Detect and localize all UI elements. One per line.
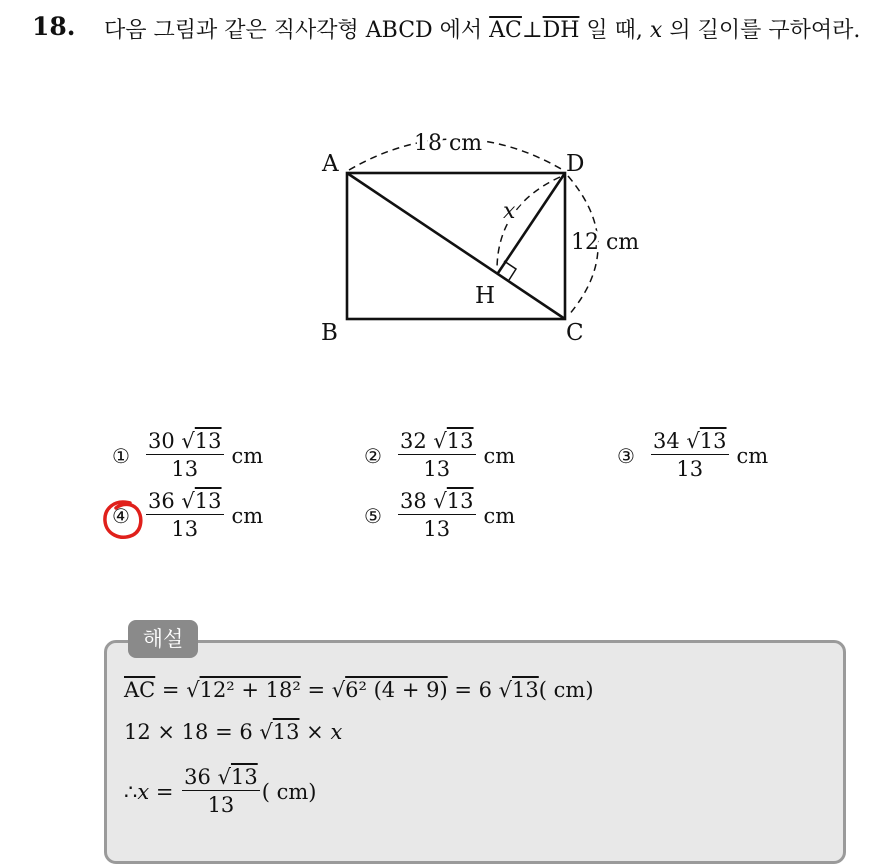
right-angle-mark [504,261,516,280]
label-a: A [322,151,339,177]
choice-3-mark: ③ [617,443,635,468]
solution-line-2: 12 × 18 = 6 √13 × x [124,720,343,744]
segment-dh: $\overline{DH}$ [542,18,580,43]
variable-x: x [649,18,663,43]
width-label: 18 cm [414,131,483,156]
question-number: 18. [32,12,76,41]
diagonal-ac [347,173,565,319]
solution-box [104,640,846,864]
choice-2-mark: ② [364,443,382,468]
perp-symbol: ⊥ [521,18,543,43]
solution-line-1: $\overline{AC} = √12^2 + 18^2 = √6^2$ (4 + 9) = 6 √13( cm) [124,678,594,702]
solution-line-3: ∴ x = $\frac{36 √13}{13}$ ( cm) [124,765,317,817]
choice-4[interactable]: ④ $\frac{36 √13}{13}$ cm [106,488,263,543]
segment-ac: $\overline{AC}$ [489,18,522,43]
label-c: C [566,320,584,346]
question-text: 다음 그림과 같은 직사각형 ABCD 에서 $\overline{AC}\perp\overline{DH}$ 일 때, x 의 길이를 구하여라. [104,18,861,43]
solution-tag: 해설 [128,620,198,658]
choice-2[interactable]: ② $\frac{32 √13}{13}$ cm [358,428,515,483]
label-b: B [321,320,338,346]
choice-3[interactable]: ③ $\frac{34 √13}{13}$ cm [611,428,768,483]
label-d: D [566,151,585,177]
choice-5-mark: ⑤ [364,503,382,528]
choice-1[interactable]: ① $\frac{30 √13}{13}$ cm [106,428,263,483]
choice-1-mark: ① [112,443,130,468]
x-label: x [503,199,516,224]
rectangle-figure [0,0,884,400]
label-h: H [475,283,496,309]
choice-4-mark: ④ [112,503,130,528]
answer-circle-mark [100,497,146,543]
choice-5[interactable]: ⑤ $\frac{38 √13}{13}$ cm [358,488,515,543]
height-label: 12 cm [571,230,640,255]
